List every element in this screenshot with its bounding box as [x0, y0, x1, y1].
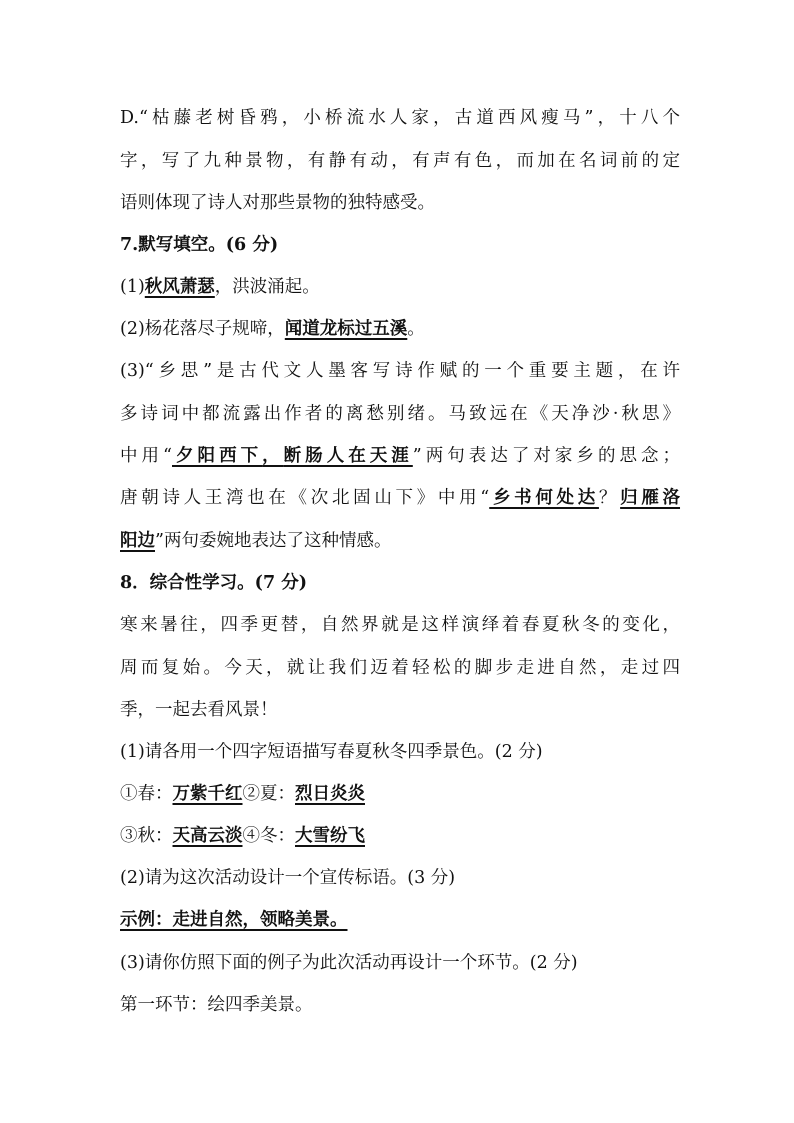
answer-text: 断肠人在天涯	[283, 446, 413, 466]
autumn-winter-answers	[120, 824, 680, 848]
question-8-intro-line-2: 周而复始。今天，就让我们迈着轻松的脚步走进自然，走过四	[120, 658, 680, 678]
item-text: ”两句委婉地表达了这种情感。	[155, 531, 392, 551]
question-7-item-2	[120, 317, 680, 341]
item-text: 。	[407, 319, 425, 339]
question-7-item-3-line-1: (3)“乡思”是古代文人墨客写诗作赋的一个重要主题，在许	[120, 361, 680, 381]
winter-label: ④冬：	[242, 826, 295, 846]
item-text: (2)杨花落尽子规啼，	[120, 319, 285, 339]
question-8-title: 8．综合性学习。(7 分)	[120, 573, 308, 593]
slogan-answer: 示例：走进自然，领略美景。	[120, 910, 348, 930]
question-8-item-1: (1)请各用一个四字短语描写春夏秋冬四季景色。(2 分)	[120, 742, 543, 762]
autumn-label: ③秋：	[120, 826, 173, 846]
item-text: ”两句表达了对家乡的思念；	[412, 446, 681, 466]
autumn-answer: 天高云淡	[172, 826, 243, 846]
question-7-item-1	[120, 275, 680, 299]
option-d-line-3: 语则体现了诗人对那些景物的独特感受。	[120, 193, 435, 213]
answer-text: 乡书何处达	[489, 488, 599, 508]
answer-text: 秋风萧瑟	[144, 277, 215, 297]
question-8-item-2: (2)请为这次活动设计一个宣传标语。(3 分)	[120, 868, 456, 888]
question-8-intro-line-3: 季，一起去看风景！	[120, 700, 278, 720]
question-8-item-3: (3)请你仿照下面的例子为此次活动再设计一个环节。(2 分)	[120, 953, 578, 973]
question-8-item-2-answer	[120, 908, 680, 932]
answer-text: 闻道龙标过五溪	[284, 319, 408, 339]
summer-label: ②夏：	[242, 784, 295, 804]
question-7-item-3-line-4	[120, 486, 680, 510]
answer-text: ，	[262, 446, 284, 466]
item-prefix: (1)	[120, 277, 145, 297]
option-d-line-2: 字，写了九种景物，有静有动，有声有色，而加在名词前的定	[120, 151, 680, 171]
answer-text: 夕阳西下	[172, 446, 263, 466]
answer-text: 归雁洛	[620, 488, 681, 508]
answer-text: 阳边	[120, 531, 155, 551]
option-d-line-1: D.“枯藤老树昏鸦，小桥流水人家，古道西风瘦马”，十八个	[120, 108, 680, 128]
question-7-item-3-line-3	[120, 444, 680, 468]
question-7-item-3-line-5	[120, 529, 680, 553]
spring-answer: 万紫千红	[172, 784, 243, 804]
question-7-title: 7.默写填空。(6 分)	[120, 235, 279, 255]
question-8-item-3-example: 第一环节：绘四季美景。	[120, 995, 313, 1015]
item-text: 唐朝诗人王湾也在《次北固山下》中用“	[120, 488, 490, 508]
winter-answer: 大雪纷飞	[295, 826, 365, 846]
spring-summer-answers	[120, 782, 680, 806]
item-text: ，洪波涌起。	[214, 277, 320, 297]
item-text: ？	[598, 488, 621, 508]
item-text: 中用“	[120, 446, 172, 466]
spring-label: ①春：	[120, 784, 173, 804]
question-8-intro-line-1: 寒来暑往，四季更替，自然界就是这样演绎着春夏秋冬的变化，	[120, 615, 680, 635]
summer-answer: 烈日炎炎	[295, 784, 365, 804]
question-7-item-3-line-2: 多诗词中都流露出作者的离愁别绪。马致远在《天净沙·秋思》	[120, 404, 680, 424]
